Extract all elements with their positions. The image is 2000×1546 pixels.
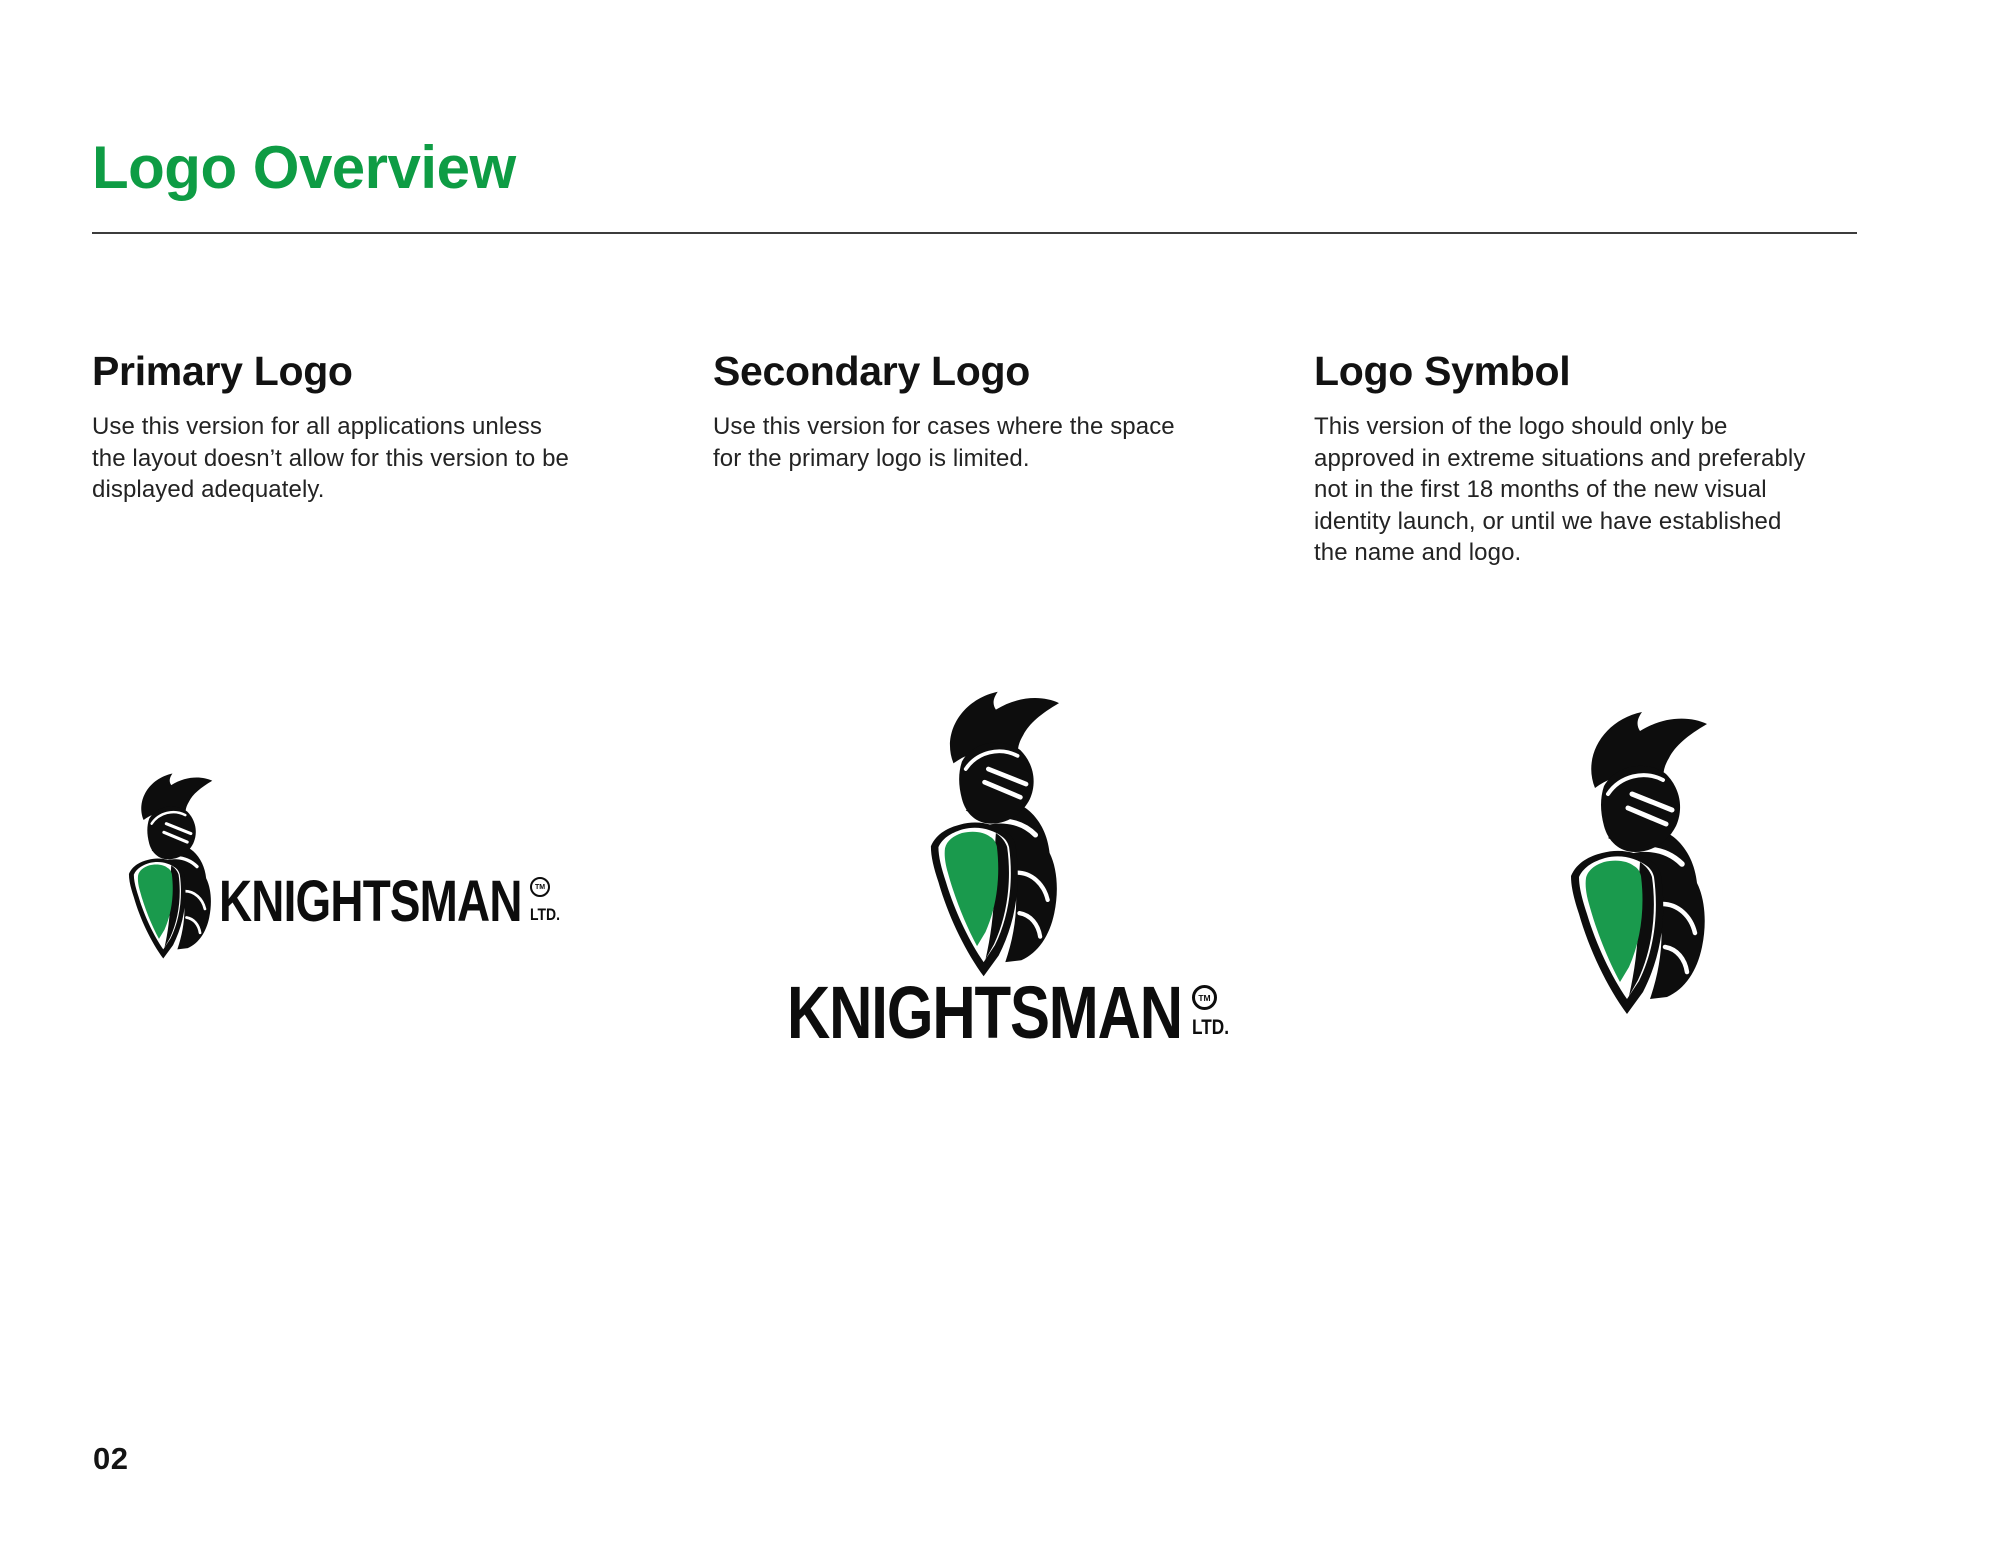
- knightsman-wordmark: KNIGHTSMAN: [219, 869, 522, 934]
- page-number: 02: [93, 1441, 129, 1476]
- primary-logo-description: Use this version for all applications unless the layout doesn’t allow for this version to be displayed adequately.: [92, 413, 569, 503]
- trademark-ltd-stack: [530, 877, 567, 923]
- trademark-ltd-stack: [1192, 985, 1237, 1038]
- trademark-icon: TM: [1192, 985, 1217, 1010]
- ltd-label: LTD.: [530, 905, 560, 924]
- logo-symbol-heading: Logo Symbol: [1314, 348, 1571, 394]
- knight-shield-icon: [928, 688, 1060, 980]
- logo-symbol: [1568, 708, 1708, 1018]
- secondary-logo: [928, 688, 1060, 980]
- logo-symbol-description: This version of the logo should only be approved in extreme situations and preferably not in the first 18 months of the new visual identity launch, or until we have established the name and logo.: [1314, 413, 1806, 566]
- page-title: Logo Overview: [92, 134, 516, 201]
- secondary-logo-heading: Secondary Logo: [713, 348, 1031, 394]
- secondary-logo-description: Use this version for cases where the space for the primary logo is limited.: [713, 413, 1175, 472]
- primary-logo: [127, 771, 213, 961]
- ltd-label: LTD.: [1192, 1016, 1229, 1039]
- trademark-icon: TM: [530, 877, 550, 897]
- title-divider: [92, 232, 1857, 234]
- knight-shield-icon: [127, 771, 213, 961]
- primary-logo-heading: Primary Logo: [92, 348, 353, 394]
- knightsman-wordmark: KNIGHTSMAN: [787, 971, 1182, 1054]
- knight-shield-icon: [1568, 708, 1708, 1018]
